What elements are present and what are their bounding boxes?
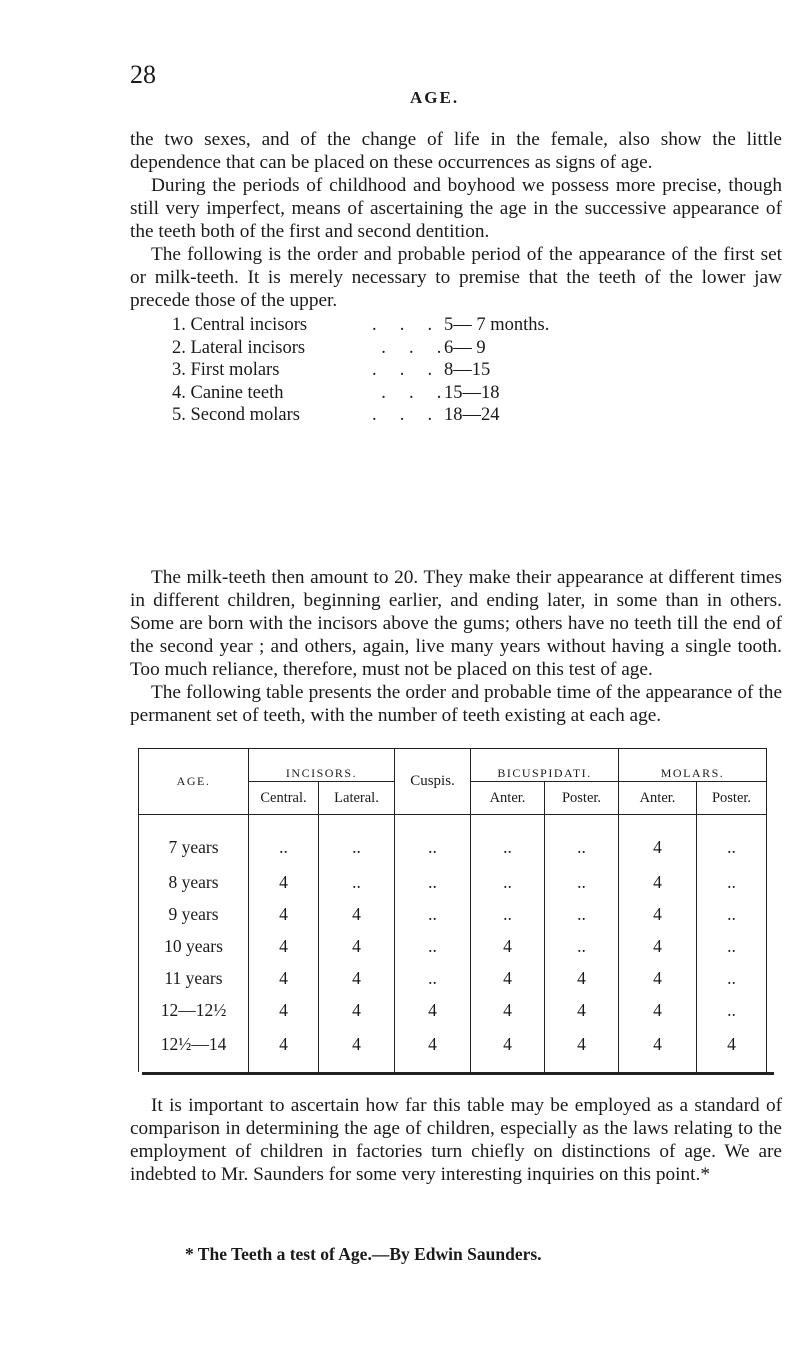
cuspis-cell: .. (395, 962, 471, 994)
bicuspid-poster-cell: 4 (545, 962, 619, 994)
molar-poster-cell: .. (697, 962, 767, 994)
age-cell: 10 years (139, 930, 249, 962)
bicuspid-poster-cell: .. (545, 866, 619, 898)
molar-poster-cell: .. (697, 994, 767, 1026)
age-cell: 12—12½ (139, 994, 249, 1026)
molar-poster-cell: .. (697, 898, 767, 930)
list-item-label: 1. Central incisors (172, 315, 308, 335)
molar-poster-cell: .. (697, 815, 767, 867)
table-row (139, 866, 767, 898)
table-row (139, 898, 767, 930)
bicuspid-anter-header: Anter. (471, 782, 545, 815)
list-item-range: 6— 9 (444, 337, 486, 358)
bicuspid-anter-cell: 4 (471, 962, 545, 994)
age-cell: 12½—14 (139, 1026, 249, 1072)
footnote: * The Teeth a test of Age.—By Edwin Saunders. (185, 1244, 542, 1264)
permanent-teeth-table-wrap (138, 748, 774, 1081)
molar-poster-cell: .. (697, 930, 767, 962)
cuspis-cell: .. (395, 898, 471, 930)
bicuspid-anter-cell: 4 (471, 994, 545, 1026)
lateral-cell: 4 (319, 898, 395, 930)
cuspis-cell: .. (395, 866, 471, 898)
page-header (130, 60, 770, 107)
central-cell: 4 (249, 866, 319, 898)
paragraph: The milk-teeth then amount to 20. They make their appearance at different times in different children, beginning earlier, and ending later, in some than in others. Some are born with the incisors above the gums; others have no teeth till the end of the second year ; and others, again, live many years without having a single tooth. Too much reliance, therefore, must not be placed on this test of age. (130, 567, 782, 680)
leader-dots: . . . (372, 382, 442, 403)
central-cell: 4 (249, 994, 319, 1026)
paragraph: The following is the order and probable period of the appearance of the first set or milk-teeth. It is merely necessary to premise that the teeth of the lower jaw precede those of the upper. (130, 244, 782, 311)
table-row (139, 930, 767, 962)
list-item-label: 4. Canine teeth (172, 382, 284, 403)
lateral-cell: .. (319, 866, 395, 898)
central-header: Central. (249, 782, 319, 815)
cuspis-cell: .. (395, 815, 471, 867)
bicuspid-anter-cell: .. (471, 815, 545, 867)
molar-anter-header: Anter. (619, 782, 697, 815)
age-header: AGE. (139, 749, 249, 815)
molar-anter-cell: 4 (619, 1026, 697, 1072)
molar-anter-cell: 4 (619, 994, 697, 1026)
molar-anter-cell: 4 (619, 815, 697, 867)
leader-dots: . . . (372, 405, 433, 425)
table-row (139, 815, 767, 867)
paragraph: It is important to ascertain how far this table may be employed as a standard of comparison in determining the age of children, especially as the laws relating to the employment of children in factories turn chiefly on distinctions of age. We are indebted to Mr. Saunders for some very interesting inquiries on this point.* (130, 1095, 782, 1185)
bicuspid-anter-cell: 4 (471, 930, 545, 962)
cuspis-cell: 4 (395, 1026, 471, 1072)
bicuspid-poster-cell: 4 (545, 994, 619, 1026)
molar-poster-cell: 4 (697, 1026, 767, 1072)
running-head: AGE. (410, 88, 460, 107)
molar-anter-cell: 4 (619, 866, 697, 898)
list-item-range: 15—18 (444, 382, 500, 403)
paragraph: During the periods of childhood and boyhood we possess more precise, though still very imperfect, means of ascertaining the age in the successive appearance of the teeth both of the first and second dentition. (130, 175, 782, 242)
list-item-label: 5. Second molars (172, 405, 300, 425)
central-cell: 4 (249, 1026, 319, 1072)
paragraph: The following table presents the order and probable time of the appearance of the permanent set of teeth, with the number of teeth existing at each age. (130, 682, 782, 726)
central-cell: 4 (249, 930, 319, 962)
central-cell: .. (249, 815, 319, 867)
molars-header: MOLARS. (619, 749, 767, 782)
list-item (172, 359, 772, 382)
list-item-range: 5— 7 months. (444, 315, 550, 335)
age-cell: 7 years (139, 815, 249, 867)
paragraph: the two sexes, and of the change of life in the female, also show the little dependence that can be placed on these occurrences as signs of age. (130, 129, 782, 173)
age-cell: 8 years (139, 866, 249, 898)
table-row (139, 994, 767, 1026)
list-item-label: 3. First molars (172, 360, 280, 380)
central-cell: 4 (249, 898, 319, 930)
age-cell: 11 years (139, 962, 249, 994)
page-number: 28 (130, 60, 156, 89)
list-item-range: 18—24 (444, 405, 500, 425)
bicuspid-poster-cell: .. (545, 930, 619, 962)
lateral-cell: 4 (319, 930, 395, 962)
text-block-top (130, 128, 782, 312)
milk-teeth-list (172, 314, 772, 427)
leader-dots: . . . (372, 315, 433, 335)
lateral-cell: 4 (319, 994, 395, 1026)
bicuspid-poster-header: Poster. (545, 782, 619, 815)
bicuspid-poster-cell: .. (545, 815, 619, 867)
list-item (172, 404, 772, 427)
table-row (139, 1026, 767, 1072)
list-item (172, 382, 772, 405)
molar-anter-cell: 4 (619, 930, 697, 962)
molar-poster-cell: .. (697, 866, 767, 898)
lateral-cell: 4 (319, 962, 395, 994)
age-cell: 9 years (139, 898, 249, 930)
cuspis-cell: .. (395, 930, 471, 962)
cuspis-header: Cuspis. (395, 749, 471, 815)
bicuspid-poster-cell: 4 (545, 1026, 619, 1072)
list-item-label: 2. Lateral incisors (172, 337, 306, 358)
table-row (139, 962, 767, 994)
molar-anter-cell: 4 (619, 898, 697, 930)
bicuspid-anter-cell: 4 (471, 1026, 545, 1072)
bicuspid-anter-cell: .. (471, 898, 545, 930)
central-cell: 4 (249, 962, 319, 994)
lateral-cell: .. (319, 815, 395, 867)
cuspis-cell: 4 (395, 994, 471, 1026)
lateral-header: Lateral. (319, 782, 395, 815)
text-block-bottom (130, 1094, 782, 1186)
bicuspid-poster-cell: .. (545, 898, 619, 930)
leader-dots: . . . (372, 360, 433, 380)
table-bottom-rule (142, 1072, 774, 1075)
bicuspidati-header: BICUSPIDATI. (471, 749, 619, 782)
bicuspid-anter-cell: .. (471, 866, 545, 898)
list-item (172, 314, 772, 337)
leader-dots: . . . (372, 337, 442, 358)
molar-anter-cell: 4 (619, 962, 697, 994)
lateral-cell: 4 (319, 1026, 395, 1072)
list-item-range: 8—15 (444, 360, 491, 380)
list-item (172, 337, 772, 360)
text-block-middle (130, 566, 782, 727)
molar-poster-header: Poster. (697, 782, 767, 815)
permanent-teeth-table (138, 748, 767, 1072)
incisors-header: INCISORS. (249, 749, 395, 782)
